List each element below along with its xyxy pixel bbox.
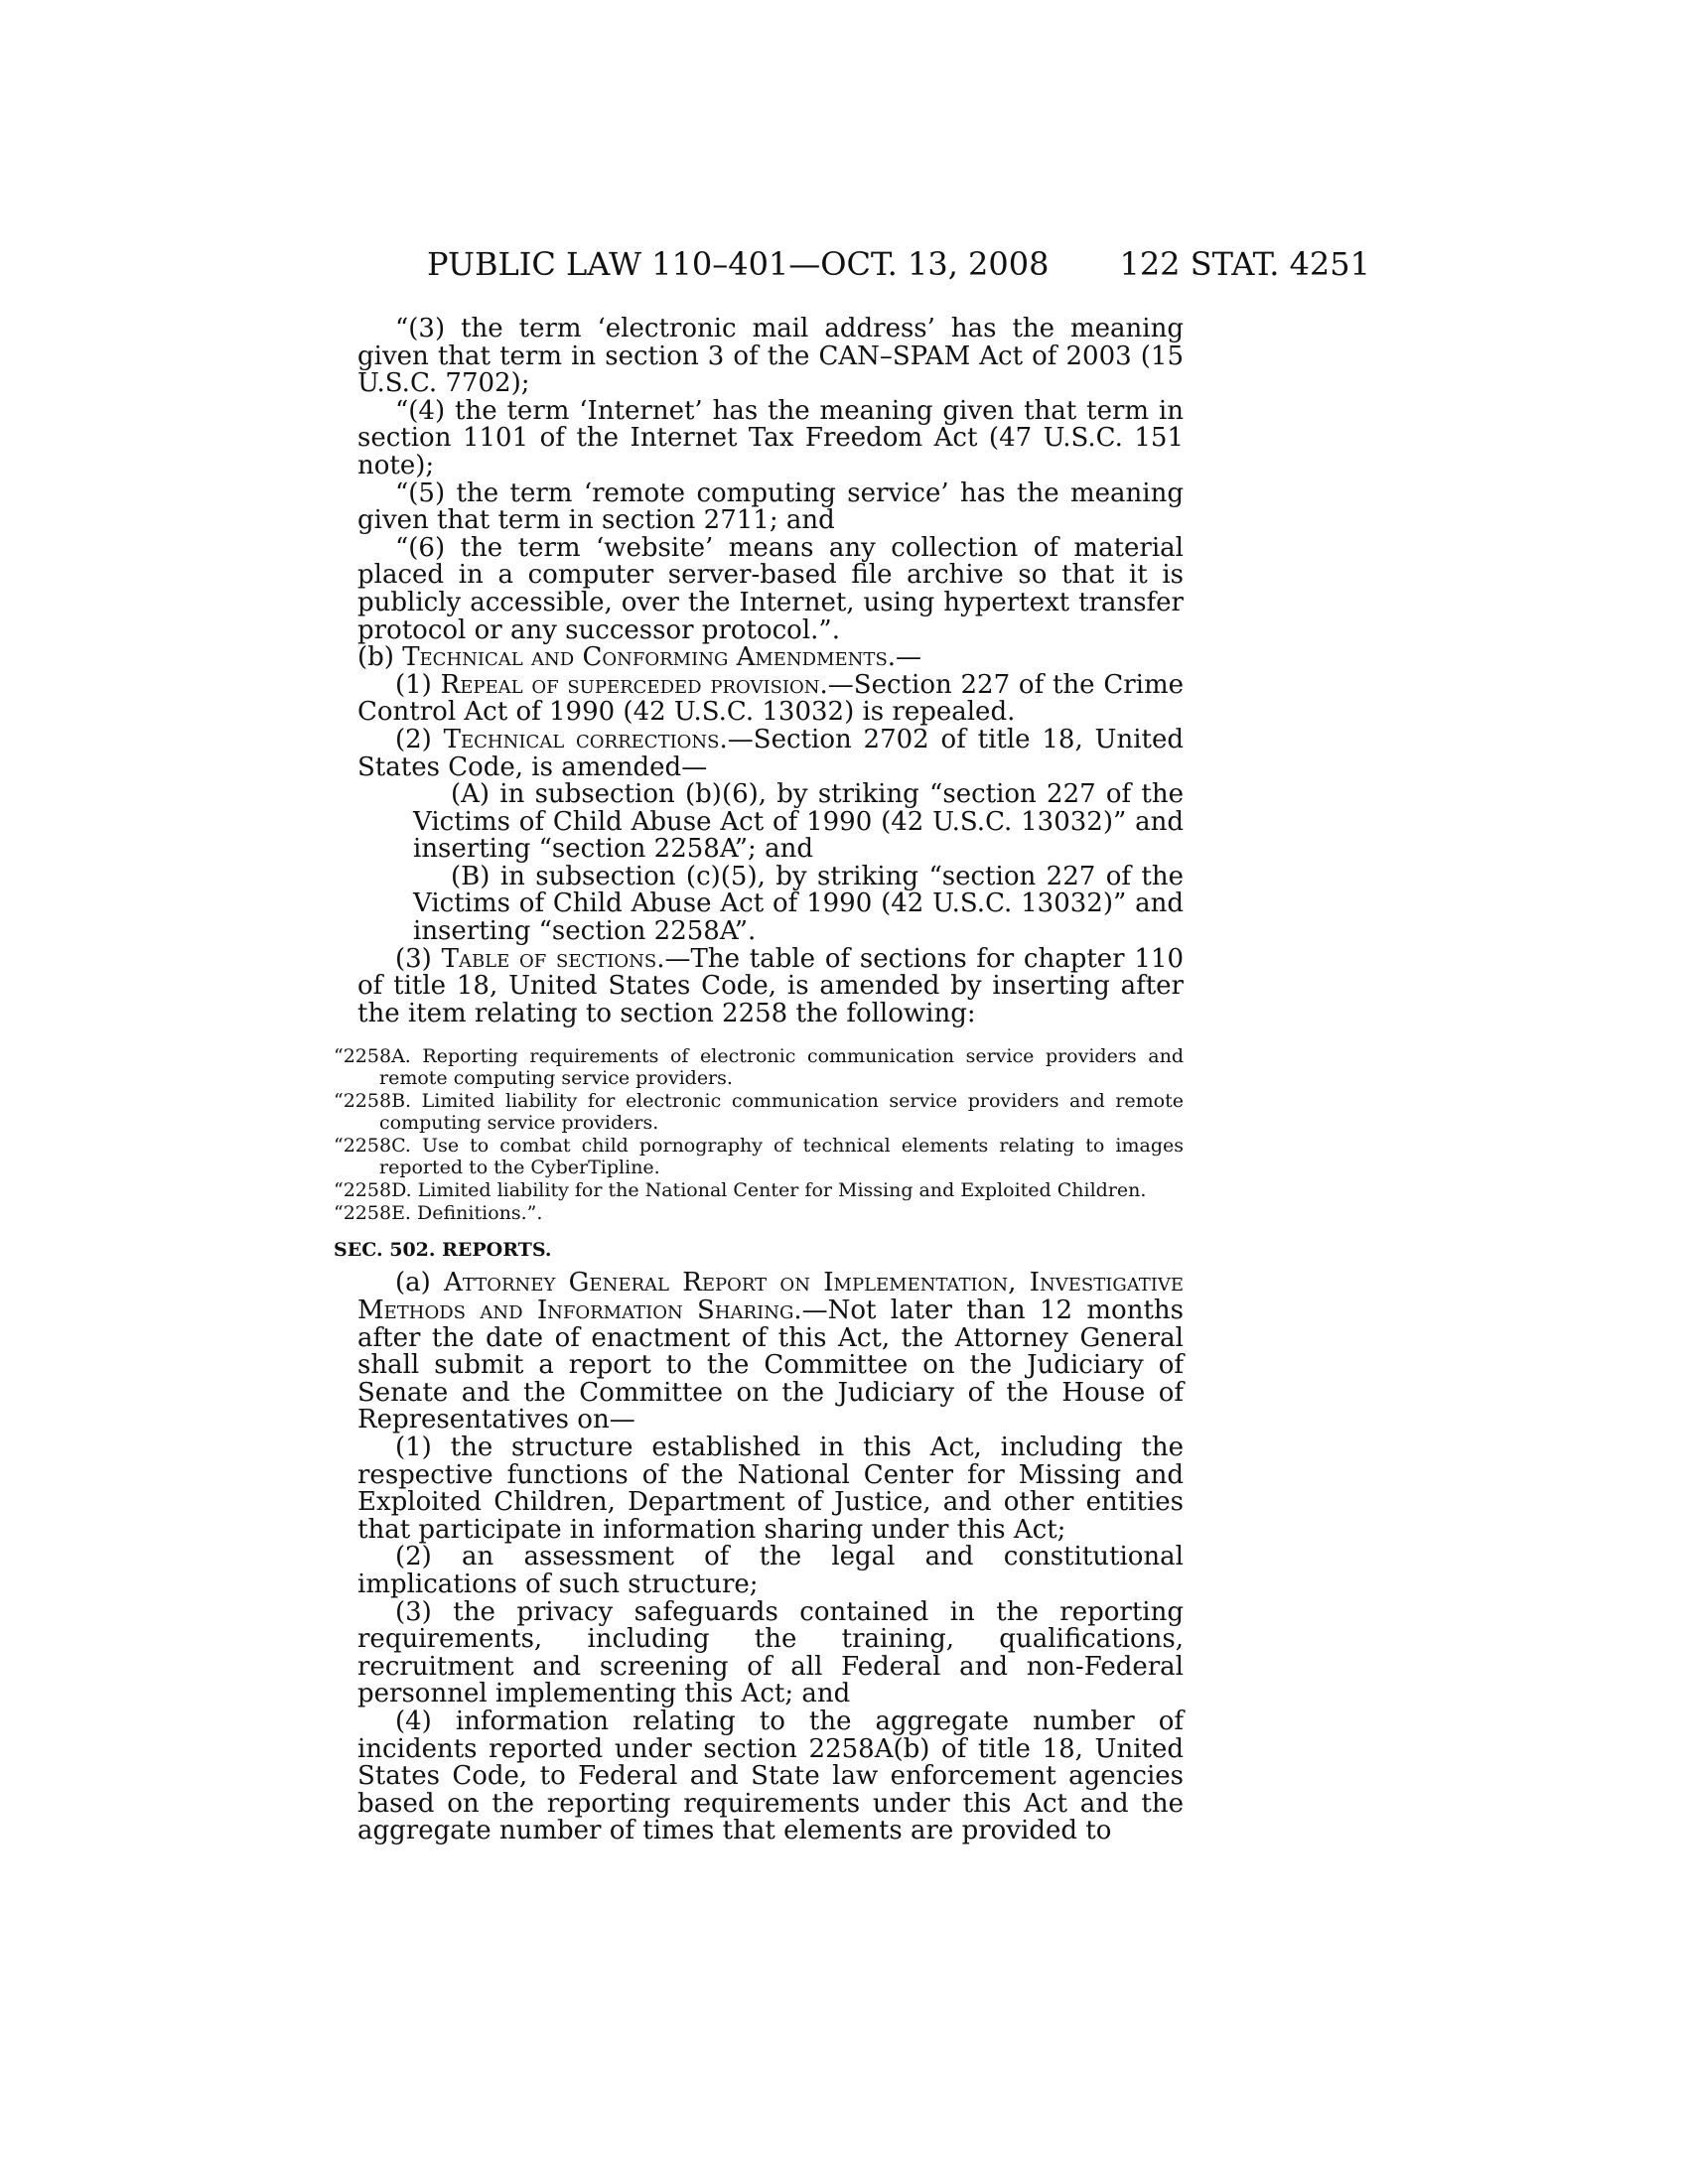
- definition-6: “(6) the term ‘website’ means any collection of material placed in a computer server-based file archive so that it is publicly accessible, over the Internet, using hypertext transfer protocol or any successor protocol.”.: [357, 532, 1184, 645]
- subsection-b-heading: (b) Technical and Conforming Amendments.—: [357, 642, 922, 673]
- report-item-4: (4) information relating to the aggregate number of incidents reported under section 2258A(b) of title 18, United States Code, to Federal and State law enforcement agencies based on the reporting requirements under this Act and the aggregate number of times that elements are provided to: [357, 1706, 1184, 1846]
- subparagraph-b2b: (B) in subsection (c)(5), by striking “section 227 of the Victims of Child Abuse Act of 1990 (42 U.S.C. 13032)” and inserting “section 2258A”.: [413, 861, 1184, 947]
- definition-3: “(3) the term ‘electronic mail address’ has the meaning given that term in section 3 of the CAN–SPAM Act of 2003 (15 U.S.C. 7702);: [357, 314, 1184, 399]
- definition-5: “(5) the term ‘remote computing service’ has the meaning given that term in section 2711; and: [357, 478, 1184, 536]
- paragraph-b3: (3) Table of sections.—The table of sections for chapter 110 of title 18, United States Code, is amended by inserting after the item relating to section 2258 the following:: [357, 943, 1185, 1028]
- toc-item-2258a: “2258A. Reporting requirements of electronic communication service providers and remote computing service providers.: [334, 1045, 1184, 1090]
- section-heading: SEC. 502. REPORTS.: [334, 1239, 552, 1262]
- paragraph-b2: (2) Technical corrections.—Section 2702 of title 18, United States Code, is amended—: [357, 724, 1185, 782]
- toc-item-2258c: “2258C. Use to combat child pornography of technical elements relating to images reported to the CyberTipline.: [334, 1135, 1184, 1179]
- report-item-2: (2) an assessment of the legal and constitutional implications of such structure;: [357, 1542, 1184, 1599]
- page-number: 122 STAT. 4251: [1119, 245, 1370, 283]
- toc-item-2258d: “2258D. Limited liability for the National Center for Missing and Exploited Children.: [334, 1179, 1147, 1202]
- subsection-a: (a) Attorney General Report on Implementation, Investigative Methods and Information Sharing.—Not later than 12 months after the date of enactment of this Act, the Attorney General shall submit a report to the Committee on the Judiciary of Senate and the Committee on the Judiciary of the House of Representatives on—: [357, 1268, 1184, 1435]
- document-body: [334, 314, 1185, 1846]
- table-of-sections: [334, 1045, 1184, 1224]
- paragraph-b1: (1) Repeal of superceded provision.—Section 227 of the Crime Control Act of 1990 (42 U.S.C. 13032) is repealed.: [357, 669, 1185, 728]
- toc-item-2258b: “2258B. Limited liability for electronic communication service providers and remote computing service providers.: [334, 1090, 1184, 1135]
- report-item-1: (1) the structure established in this Act, including the respective functions of the National Center for Missing and Exploited Children, Department of Justice, and other entities that participate in information sharing under this Act;: [357, 1433, 1184, 1545]
- subparagraph-b2a: (A) in subsection (b)(6), by striking “section 227 of the Victims of Child Abuse Act of 1990 (42 U.S.C. 13032)” and inserting “section 2258A”; and: [413, 779, 1184, 865]
- page-header: [427, 244, 1370, 284]
- toc-item-2258e: “2258E. Definitions.”.: [334, 1202, 543, 1225]
- definition-4: “(4) the term ‘Internet’ has the meaning given that term in section 1101 of the Internet Tax Freedom Act (47 U.S.C. 151 note);: [357, 395, 1184, 480]
- report-item-3: (3) the privacy safeguards contained in the reporting requirements, including the training, qualifications, recruitment and screening of all Federal and non-Federal personnel implementing this Act; and: [357, 1596, 1184, 1709]
- running-head: PUBLIC LAW 110–401—OCT. 13, 2008: [427, 245, 1050, 283]
